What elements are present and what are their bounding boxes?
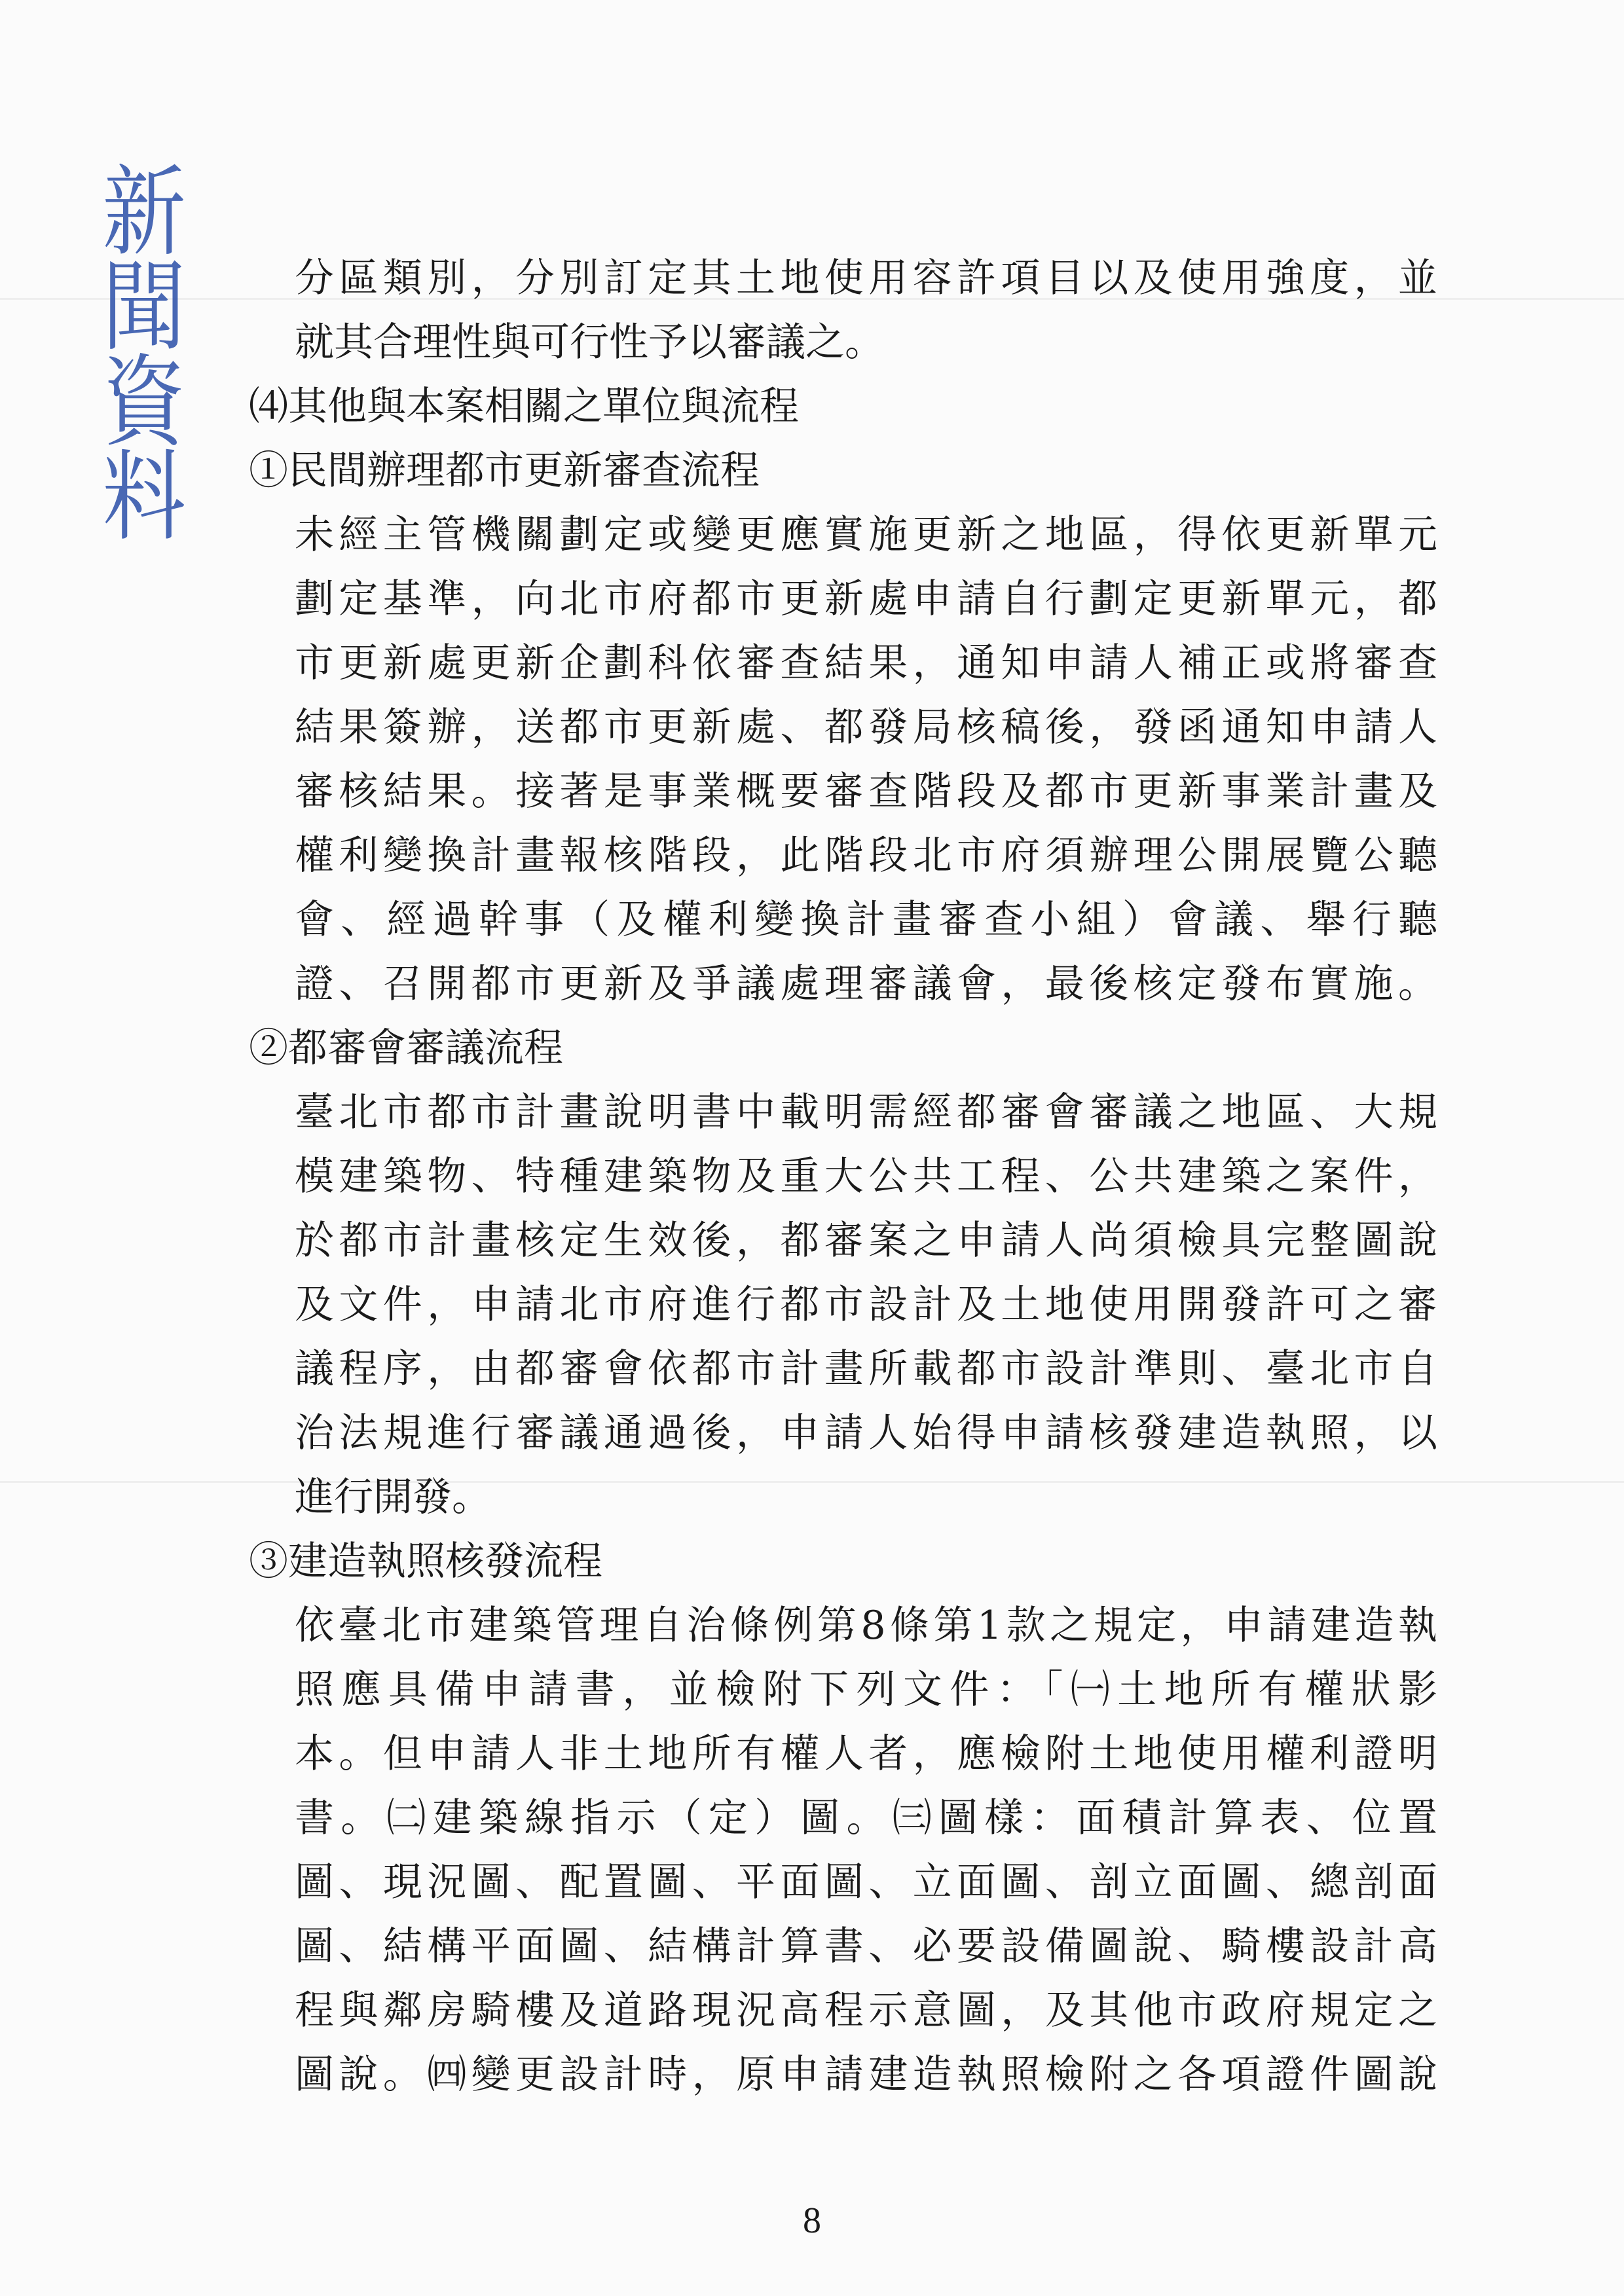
- text-line: 照應具備申請書，並檢附下列文件：「㈠土地所有權狀影: [295, 1667, 1437, 1713]
- page-number: 8: [803, 2200, 821, 2241]
- text-line: 程與鄰房騎樓及道路現況高程示意圖，及其他市政府規定之: [295, 1988, 1437, 2033]
- stamp-char: 料: [102, 441, 186, 555]
- section-heading: ⑷其他與本案相關之單位與流程: [249, 384, 799, 429]
- subsection-heading: ①民間辦理都市更新審查流程: [249, 448, 760, 494]
- text-line: 市更新處更新企劃科依審查結果，通知申請人補正或將審查: [295, 640, 1437, 686]
- stamp-char: 新: [102, 156, 186, 270]
- text-line: 進行開發。: [295, 1474, 491, 1520]
- text-line: 及文件，申請北市府進行都市設計及土地使用開發許可之審: [295, 1282, 1437, 1328]
- text-line: 結果簽辦，送都市更新處、都發局核稿後，發函通知申請人: [295, 704, 1437, 750]
- text-line: 會、經過幹事（及權利變換計畫審查小組）會議、舉行聽: [295, 897, 1437, 943]
- text-line: 依臺北市建築管理自治條例第8條第1款之規定，申請建造執: [295, 1603, 1437, 1649]
- text-line: 議程序，由都審會依都市計畫所載都市設計準則、臺北市自: [295, 1346, 1437, 1392]
- text-line: 未經主管機關劃定或變更應實施更新之地區，得依更新單元: [295, 512, 1437, 558]
- text-line: 分區類別，分別訂定其土地使用容許項目以及使用強度，並: [295, 255, 1437, 301]
- news-material-stamp: [79, 156, 210, 555]
- text-line: 書。㈡建築線指示（定）圖。㈢圖樣：面積計算表、位置: [295, 1795, 1437, 1841]
- scan-fold-line: [0, 1481, 1624, 1483]
- text-line: 證、召開都市更新及爭議處理審議會，最後核定發布實施。: [295, 961, 1437, 1007]
- text-line: 臺北市都市計畫說明書中載明需經都審會審議之地區、大規: [295, 1089, 1437, 1135]
- stamp-char: 資: [102, 346, 186, 460]
- text-line: 治法規進行審議通過後，申請人始得申請核發建造執照，以: [295, 1410, 1437, 1456]
- text-line: 圖、現況圖、配置圖、平面圖、立面圖、剖立面圖、總剖面: [295, 1859, 1437, 1905]
- text-line: 圖說。㈣變更設計時，原申請建造執照檢附之各項證件圖說: [295, 2052, 1437, 2098]
- subsection-heading: ②都審會審議流程: [249, 1025, 563, 1071]
- text-line: 於都市計畫核定生效後，都審案之申請人尚須檢具完整圖說: [295, 1218, 1437, 1264]
- stamp-char: 聞: [102, 251, 186, 365]
- text-line: 權利變換計畫報核階段，此階段北市府須辦理公開展覽公聽: [295, 833, 1437, 879]
- text-line: 就其合理性與可行性予以審議之。: [295, 319, 884, 365]
- text-line: 本。但申請人非土地所有權人者，應檢附土地使用權利證明: [295, 1731, 1437, 1777]
- text-line: 圖、結構平面圖、結構計算書、必要設備圖說、騎樓設計高: [295, 1923, 1437, 1969]
- text-line: 劃定基準，向北市府都市更新處申請自行劃定更新單元，都: [295, 576, 1437, 622]
- text-line: 審核結果。接著是事業概要審查階段及都市更新事業計畫及: [295, 769, 1437, 814]
- text-line: 模建築物、特種建築物及重大公共工程、公共建築之案件，: [295, 1154, 1437, 1199]
- subsection-heading: ③建造執照核發流程: [249, 1539, 602, 1584]
